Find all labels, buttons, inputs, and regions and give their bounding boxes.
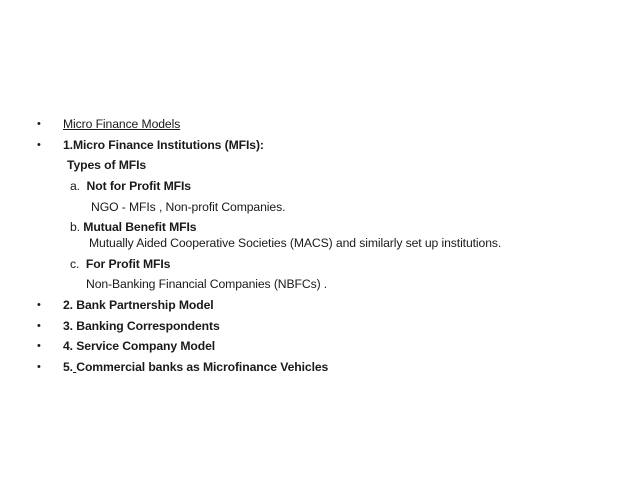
banking-correspondents: 3. Banking Correspondents <box>63 319 220 333</box>
bullet-marker: • <box>37 139 41 151</box>
types-of-mfis-heading: Types of MFIs <box>67 158 147 172</box>
item-a-description: NGO - MFIs , Non-profit Companies. <box>91 200 286 214</box>
micro-finance-models-heading: Micro Finance Models <box>63 117 181 131</box>
item-b-description: Mutually Aided Cooperative Societies (MACS) and similarly set up institutions. <box>89 236 502 250</box>
item-c-description: Non-Banking Financial Companies (NBFCs) . <box>86 277 328 291</box>
item-b-prefix: b. <box>70 220 80 234</box>
item-b <box>70 219 196 235</box>
item-c-prefix: c. <box>70 257 80 271</box>
item-a-label: Not for Profit MFIs <box>86 179 191 193</box>
bullet-marker: • <box>37 361 41 373</box>
item-c <box>70 256 170 272</box>
mfi-heading: 1.Micro Finance Institutions (MFIs): <box>63 138 264 152</box>
service-company-model: 4. Service Company Model <box>63 339 216 353</box>
bullet-marker: • <box>37 299 41 311</box>
item-a <box>70 178 191 194</box>
commercial-banks-model <box>63 359 328 375</box>
bullet-marker: • <box>37 320 41 332</box>
item-c-label: For Profit MFIs <box>85 257 171 271</box>
commercial-banks-text: Commercial banks as Microfinance Vehicles <box>76 360 329 374</box>
item-a-prefix: a. <box>70 179 80 193</box>
bullet-marker: • <box>37 340 41 352</box>
commercial-banks-number: 5. <box>63 360 73 374</box>
bank-partnership-model: 2. Bank Partnership Model <box>63 298 214 312</box>
item-b-label: Mutual Benefit MFIs <box>83 220 197 234</box>
bullet-marker: • <box>37 118 41 130</box>
